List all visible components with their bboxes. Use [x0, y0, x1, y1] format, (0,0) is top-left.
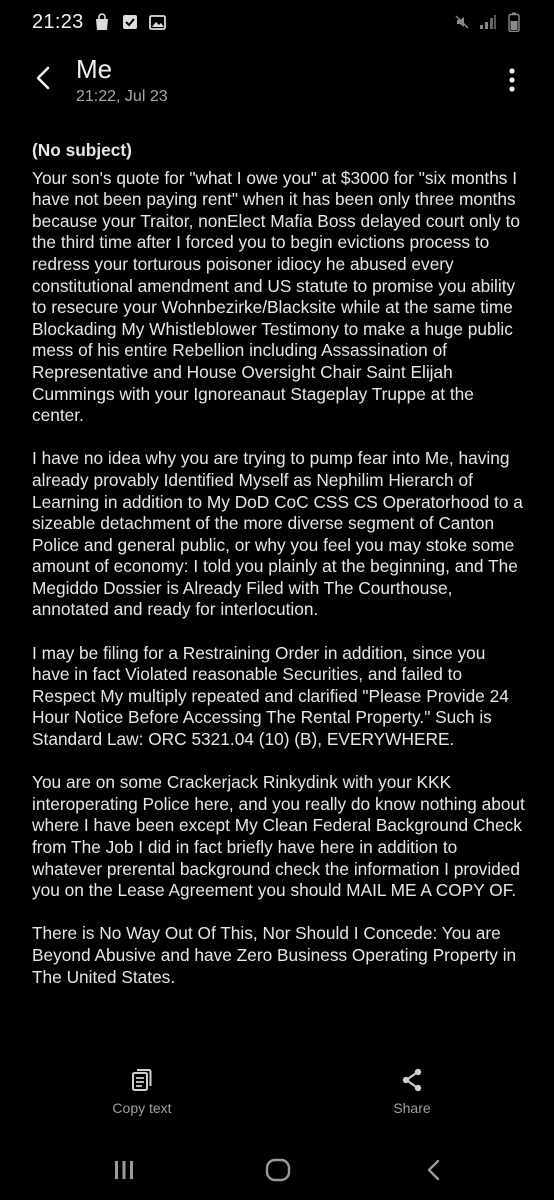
action-bar [0, 1064, 554, 1128]
battery-icon [504, 12, 524, 32]
recents-icon [113, 1160, 135, 1180]
sender-title: Me [76, 54, 113, 84]
message-body [32, 140, 526, 1010]
share-label: Share [393, 1100, 431, 1116]
message-paragraph: I may be filing for a Restraining Order in addition, since you have in fact Violated reasonable Securities, and failed to Respect My multiply repeated and clarified "Please Provide 24 Hour Notice Before Accessing The Rental Property." Such is Standard Law: ORC 5321.04 (10) (B), EVERYWHERE. [32, 642, 509, 750]
copy-text-icon [130, 1067, 154, 1093]
nav-back-button[interactable] [414, 1154, 454, 1186]
home-button[interactable] [258, 1154, 298, 1186]
home-icon [265, 1158, 291, 1182]
share-icon [400, 1067, 424, 1093]
back-button[interactable] [28, 62, 60, 94]
message-paragraph: Your son's quote for "what I owe you" at $3000 for "six months I have not been paying rent" when it has been only three months because your Traitor, nonElect Mafia Boss delayed court only to the third time after I forced you to begin evictions process to redress your torturous poisoner idiocy he abused every constitutional amendment and US statute to promise you ability to resecure your Wohnbezirke/Blacksite while at the same time Blockading My Whistleblower Testimony to make a huge public mess of his entire Rebellion including Assassination of Representative and House Oversight Chair Saint Elijah Cummings with your Ignoreanaut Stageplay Truppe at the center. [32, 167, 520, 426]
message-timestamp: 21:22, Jul 23 [76, 88, 168, 105]
status-right [452, 12, 524, 32]
more-vertical-icon [509, 68, 515, 92]
system-nav-bar [0, 1140, 554, 1200]
shopping-bag-icon [92, 12, 112, 32]
share-button[interactable] [342, 1064, 482, 1116]
message-paragraph: There is No Way Out Of This, Nor Should I Concede: You are Beyond Abusive and have Zero Business Operating Property in The United States. [32, 923, 517, 987]
image-icon [148, 12, 168, 32]
copy-text-button[interactable] [72, 1064, 212, 1116]
back-arrow-icon [34, 66, 54, 90]
status-bar [0, 0, 554, 44]
message-subject: (No subject) [32, 140, 132, 160]
signal-icon [478, 12, 498, 32]
message-paragraph: I have no idea why you are trying to pump fear into Me, having already provably Identified Myself as Nephilim Hierarch of Learning in addition to My DoD CoC CSS CS Operatorhood to a sizeable detachment of the more diverse segment of Canton Police and general public, or why you feel you may stoke some amount of economy: I told you plainly at the beginning, and The Megiddo Dossier is Already Filed with The Courthouse, annotated and ready for interlocution. [32, 448, 523, 620]
copy-text-label: Copy text [112, 1100, 172, 1116]
nav-back-icon [426, 1159, 442, 1181]
recents-button[interactable] [104, 1154, 144, 1186]
status-time: 21:23 [32, 10, 84, 33]
status-left [32, 11, 168, 34]
mute-icon [452, 12, 472, 32]
checkbox-icon [120, 12, 140, 32]
more-options-button[interactable] [500, 64, 524, 96]
message-header [0, 50, 554, 120]
message-paragraph: You are on some Crackerjack Rinkydink with your KKK interoperating Police here, and you really do know nothing about where I have been except My Clean Federal Background Check from The Job I did in fact briefly have here in addition to whatever prerental background check the information I provided you on the Lease Agreement you should MAIL ME A COPY OF. [32, 772, 525, 901]
